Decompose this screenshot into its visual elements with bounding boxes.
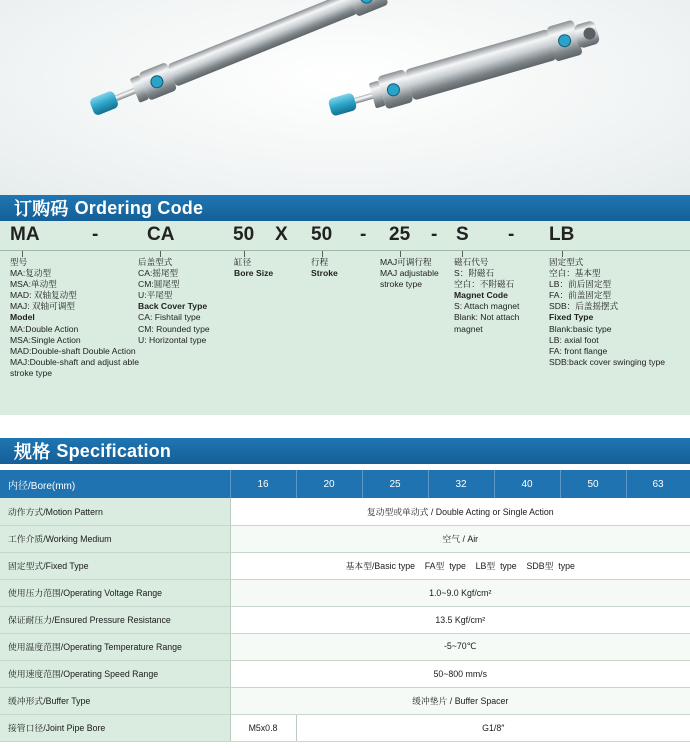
desc-line: S: Attach magnet [454,301,520,312]
code-separator: - [431,224,438,245]
desc-stroke [311,257,338,279]
code-segment-model: MA [10,224,40,245]
desc-line: MAJ adjustable [380,268,439,279]
spec-label: 固定型式/Fixed Type [0,552,230,579]
bore-value: 32 [428,470,494,498]
spec-label: 缓冲形式/Buffer Type [0,687,230,714]
spec-value: 13.5 Kgf/cm² [230,606,690,633]
spec-label: 动作方式/Motion Pattern [0,498,230,525]
spec-label: 使用温度范围/Operating Temperature Range [0,633,230,660]
desc-line: MSA:单动型 [10,279,57,290]
bore-value: 16 [230,470,296,498]
desc-line: MSA:Single Action [10,334,81,345]
cylinder-illustration [0,0,690,195]
code-segment-stroke: 50 [311,224,333,245]
desc-line: MAD:Double-shaft Double Action [10,345,136,356]
desc-line: CA: Fishtail type [138,312,201,323]
desc-line: SDB：后盖摇摆式 [549,301,619,312]
desc-line: MAJ: 双轴可调型 [10,301,75,312]
code-segment-x: X [275,224,288,245]
spec-label: 使用速度范围/Operating Speed Range [0,660,230,687]
desc-line: MA:复动型 [10,268,52,279]
spec-row-medium [0,525,690,552]
desc-back-cover [138,257,210,346]
desc-line: Blank: Not attach [454,312,520,323]
ordering-title-zh: 订购码 [14,199,69,219]
spec-row-pipe-bore [0,714,690,741]
desc-line: stroke type [10,367,53,378]
bore-value: 40 [494,470,560,498]
spec-header-row [0,470,690,498]
desc-bore-size [234,257,273,279]
desc-line: CM:圆尾型 [138,279,180,290]
spec-label: 工作介质/Working Medium [0,525,230,552]
desc-line: U: Horizontal type [138,334,207,345]
spec-row-buffer [0,687,690,714]
spec-value: 基本型/Basic type FA型 type LB型 type SDB型 type [230,552,690,579]
desc-line: MAJ可调行程 [380,257,432,267]
desc-line: Blank:basic type [549,323,612,334]
spec-label: 接管口径/Joint Pipe Bore [0,714,230,741]
code-separator: - [508,224,515,245]
cylinder-right [325,14,602,125]
desc-magnet [454,257,519,335]
spec-value: 空气 / Air [230,525,690,552]
bore-value: 25 [362,470,428,498]
spec-row-temperature [0,633,690,660]
spec-row-pressure-resistance [0,606,690,633]
bore-value: 20 [296,470,362,498]
spec-value: -5~70℃ [230,633,690,660]
cylinder-left [86,0,409,122]
desc-line: 缸径 [234,257,252,267]
desc-line: Magnet Code [454,290,508,301]
desc-line: 空白：基本型 [549,268,601,279]
spec-label: 使用压力范围/Operating Voltage Range [0,579,230,606]
spec-title-zh: 规格 [14,442,51,462]
desc-line: 型号 [10,257,28,267]
spec-row-fixed-type [0,552,690,579]
desc-line: Stroke [311,268,338,279]
code-segment-bore: 50 [233,224,255,245]
code-separator: - [92,224,99,245]
spec-table [0,470,690,742]
spec-header [0,438,690,464]
desc-line: 固定型式 [549,257,584,267]
desc-line: LB：前后固定型 [549,279,612,290]
spec-table-wrap [0,470,690,742]
spec-label: 保证耐压力/Ensured Pressure Resistance [0,606,230,633]
desc-line: CM: Rounded type [138,323,210,334]
spec-value: 复动型或单动式 / Double Acting or Single Action [230,498,690,525]
desc-line: MA:Double Action [10,323,79,334]
bore-label: 内径/Bore(mm) [0,470,230,498]
desc-line: 空白：不附磁石 [454,279,515,290]
spec-row-pressure-range [0,579,690,606]
code-segment-adjust: 25 [389,224,411,245]
desc-line: 后盖型式 [138,257,173,267]
desc-line: MAD: 双轴复动型 [10,290,77,301]
desc-line: Back Cover Type [138,301,208,312]
desc-line: stroke type [380,279,423,290]
spec-title-en: Specification [56,440,172,461]
spec-value: 缓冲垫片 / Buffer Spacer [230,687,690,714]
desc-line: FA: front flange [549,345,608,356]
ordering-code-header [0,195,690,221]
code-segment-cover: CA [147,224,175,245]
spec-value-small-bore: M5x0.8 [230,714,296,741]
spec-value: 50~800 mm/s [230,660,690,687]
desc-line: U:平尾型 [138,290,173,301]
spec-row-speed [0,660,690,687]
ordering-title-en: Ordering Code [74,197,204,218]
desc-model [10,257,139,379]
desc-line: CA:摇尾型 [138,268,179,279]
ordering-code-row [0,221,690,251]
desc-line: 行程 [311,257,329,267]
desc-line: Model [10,312,35,323]
desc-line: magnet [454,323,483,334]
bore-value: 63 [626,470,690,498]
bore-value: 50 [560,470,626,498]
desc-line: 磁石代号 [454,257,489,267]
desc-line: MAJ:Double-shaft and adjust able [10,356,139,367]
desc-line: Fixed Type [549,312,594,323]
code-divider [0,250,690,251]
desc-line: SDB:back cover swinging type [549,356,666,367]
code-segment-magnet: S [456,224,469,245]
desc-line: LB: axial foot [549,334,599,345]
spec-value-large-bore: G1/8″ [296,714,690,741]
code-separator: - [360,224,367,245]
desc-line: FA：前盖固定型 [549,290,612,301]
ordering-code-panel [0,221,690,415]
desc-fixed-type [549,257,665,368]
desc-line: Bore Size [234,268,274,279]
desc-line: S：附磁石 [454,268,495,279]
spec-row-motion [0,498,690,525]
spec-value: 1.0~9.0 Kgf/cm² [230,579,690,606]
desc-adjustable [380,257,439,290]
code-segment-fixed: LB [549,224,575,245]
product-photo [0,0,690,195]
